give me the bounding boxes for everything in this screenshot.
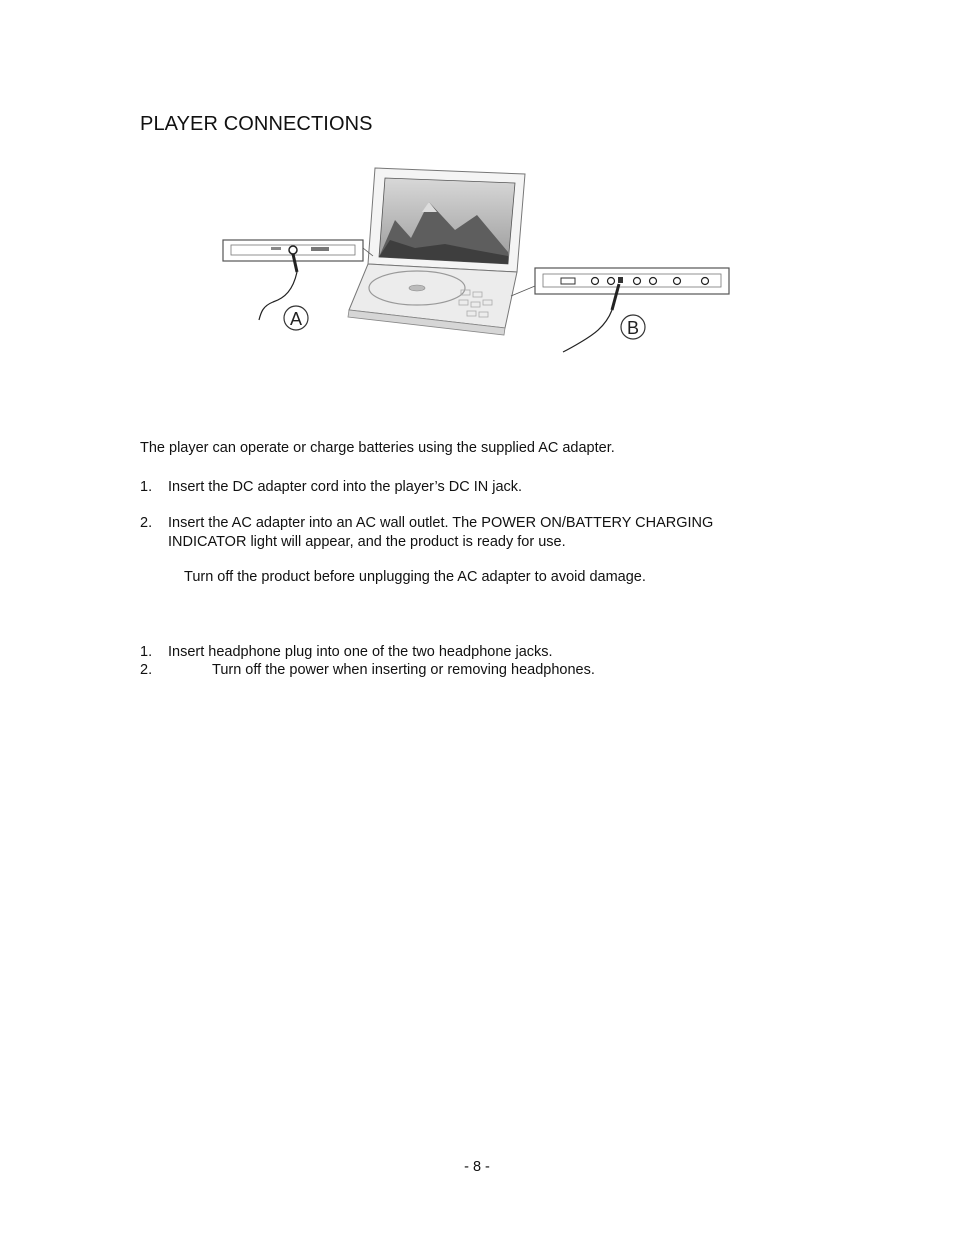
left-jack-panel	[223, 240, 373, 261]
player-base	[348, 264, 517, 335]
label-b: B	[626, 318, 640, 338]
headphone-step-1-text: Insert headphone plug into one of the two headphone jacks.	[168, 644, 553, 660]
right-jack-panel	[511, 268, 729, 296]
player-screen	[368, 168, 525, 272]
ac-note: Turn off the product before unplugging the AC adapter to avoid damage.	[184, 569, 646, 585]
headphone-step-2-text: Turn off the power when inserting or removing headphones.	[212, 662, 595, 678]
ac-step-1-number: 1.	[140, 479, 153, 495]
page-title: PLAYER CONNECTIONS	[140, 113, 373, 135]
headphone-step-1-number: 1.	[140, 644, 153, 660]
ac-step-2-number: 2.	[140, 515, 153, 531]
intro-paragraph: The player can operate or charge batteries using the supplied AC adapter.	[140, 440, 615, 456]
headphone-step-2-number: 2.	[140, 662, 153, 678]
label-a: A	[289, 309, 303, 329]
page-number: - 8 -	[464, 1159, 490, 1175]
ac-step-2-line-2: INDICATOR light will appear, and the product is ready for use.	[168, 534, 566, 550]
player-connections-illustration	[215, 160, 735, 360]
ac-step-2-line-1: Insert the AC adapter into an AC wall outlet. The POWER ON/BATTERY CHARGING	[168, 515, 714, 531]
ac-step-1-text: Insert the DC adapter cord into the player’s DC IN jack.	[168, 479, 523, 495]
